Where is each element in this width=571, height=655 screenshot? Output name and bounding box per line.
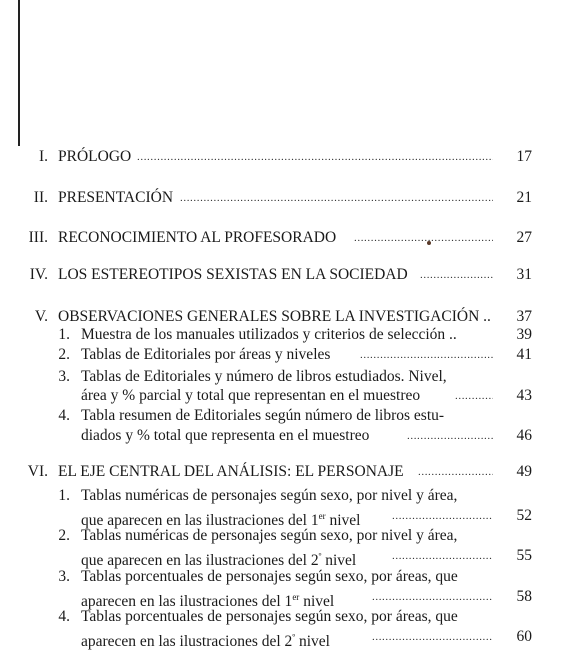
- section-title-line-2: aparecen en las ilustraciones del 1er nivel: [81, 592, 335, 611]
- toc-subentry-v-4[interactable]: [0, 405, 571, 427]
- dot-leader: [372, 586, 493, 608]
- page-number: 49: [516, 463, 532, 480]
- chapter-number: III.: [28, 229, 48, 246]
- toc-subentry-v-3-cont[interactable]: [0, 385, 571, 407]
- chapter-title: OBSERVACIONES GENERALES SOBRE LA INVESTIGACIÓN ..: [58, 308, 491, 325]
- page-number: 37: [516, 308, 532, 325]
- page-number: 41: [516, 346, 532, 363]
- section-number: 1.: [58, 326, 70, 343]
- chapter-title: RECONOCIMIENTO AL PROFESORADO: [58, 229, 337, 246]
- toc-subentry-vi-4[interactable]: [0, 606, 571, 628]
- toc-entry-i[interactable]: [0, 146, 571, 168]
- page-number: 31: [516, 266, 532, 283]
- section-title-line-1: Tabla resumen de Editoriales según número de libros estu-: [81, 407, 445, 424]
- section-title-line-1: Tablas de Editoriales y número de libros estudiados. Nivel,: [81, 368, 447, 385]
- section-number: 2.: [58, 346, 70, 363]
- dot-leader: [418, 461, 493, 483]
- ink-speck: [427, 241, 431, 245]
- section-title-line-2: que aparecen en las ilustraciones del $2^º$ nivel: [81, 551, 357, 570]
- section-title-line-2: aparecen en las ilustraciones del $2^º$ nivel: [81, 632, 330, 651]
- page-number: 46: [516, 427, 532, 444]
- page-number: 27: [516, 229, 532, 246]
- toc-subentry-v-2[interactable]: [0, 344, 571, 366]
- toc-subentry-vi-2[interactable]: [0, 525, 571, 547]
- toc-subentry-vi-4-cont[interactable]: [0, 626, 571, 651]
- toc-subentry-vi-3[interactable]: [0, 566, 571, 588]
- page-number: 55: [516, 547, 532, 564]
- section-title: Muestra de los manuales utilizados y criterios de selección ..: [81, 326, 457, 343]
- section-title-line-1: Tablas numéricas de personajes según sexo, por nivel y área,: [81, 487, 458, 504]
- toc-subentry-v-1[interactable]: [0, 324, 571, 346]
- page-number: 39: [516, 326, 532, 343]
- section-number: 4.: [58, 608, 70, 625]
- dot-leader: [372, 626, 493, 648]
- section-title-line-2: área y % parcial y total que representan en el muestreo: [81, 387, 421, 404]
- section-title-line-1: Tablas numéricas de personajes según sexo, por nivel y área,: [81, 527, 458, 544]
- chapter-number: I.: [38, 148, 48, 165]
- dot-leader: [407, 425, 493, 447]
- section-number: 1.: [58, 487, 70, 504]
- chapter-title: LOS ESTEREOTIPOS SEXISTAS EN LA SOCIEDAD: [58, 266, 408, 283]
- dot-leader: [420, 264, 493, 286]
- toc-subentry-v-4-cont[interactable]: [0, 425, 571, 447]
- toc-subentry-vi-2-cont[interactable]: [0, 545, 571, 570]
- chapter-number: II.: [33, 189, 48, 206]
- section-title-line-1: Tablas porcentuales de personajes según sexo, por áreas, que: [81, 608, 458, 625]
- dot-leader: [137, 146, 493, 168]
- section-number: 3.: [58, 568, 70, 585]
- toc-subentry-vi-1-cont[interactable]: [0, 505, 571, 530]
- toc-entry-iii[interactable]: [0, 227, 571, 249]
- chapter-title: PRESENTACIÓN: [58, 189, 174, 206]
- dot-leader: [360, 344, 493, 366]
- section-number: 2.: [58, 527, 70, 544]
- section-title: Tablas de Editoriales por áreas y niveles: [81, 346, 331, 363]
- chapter-number: VI.: [27, 463, 48, 480]
- page-number: 58: [516, 588, 532, 605]
- dot-leader: [392, 545, 493, 567]
- section-number: 4.: [58, 407, 70, 424]
- toc-subentry-vi-1[interactable]: [0, 485, 571, 507]
- toc-entry-vi[interactable]: [0, 461, 571, 483]
- page-number: 17: [516, 148, 532, 165]
- chapter-title: PRÓLOGO: [58, 148, 132, 165]
- dot-leader: [354, 227, 493, 249]
- page-number: 52: [516, 507, 532, 524]
- dot-leader: [392, 505, 493, 527]
- dot-leader: [180, 187, 493, 209]
- section-title-line-2: diados y % total que representa en el muestreo: [81, 427, 370, 444]
- page-number: 43: [516, 387, 532, 404]
- chapter-number: V.: [34, 308, 48, 325]
- toc-subentry-vi-3-cont[interactable]: [0, 586, 571, 611]
- margin-rule: [18, 0, 20, 146]
- chapter-title: EL EJE CENTRAL DEL ANÁLISIS: EL PERSONAJE: [58, 463, 404, 480]
- page-number: 60: [516, 628, 532, 645]
- page-number: 21: [516, 189, 532, 206]
- chapter-number: IV.: [29, 266, 48, 283]
- dot-leader: [455, 385, 493, 407]
- toc-entry-iv[interactable]: [0, 264, 571, 286]
- section-number: 3.: [58, 368, 70, 385]
- section-title-line-2: que aparecen en las ilustraciones del 1er nivel: [81, 511, 361, 530]
- section-title-line-1: Tablas porcentuales de personajes según sexo, por áreas, que: [81, 568, 458, 585]
- toc-entry-ii[interactable]: [0, 187, 571, 209]
